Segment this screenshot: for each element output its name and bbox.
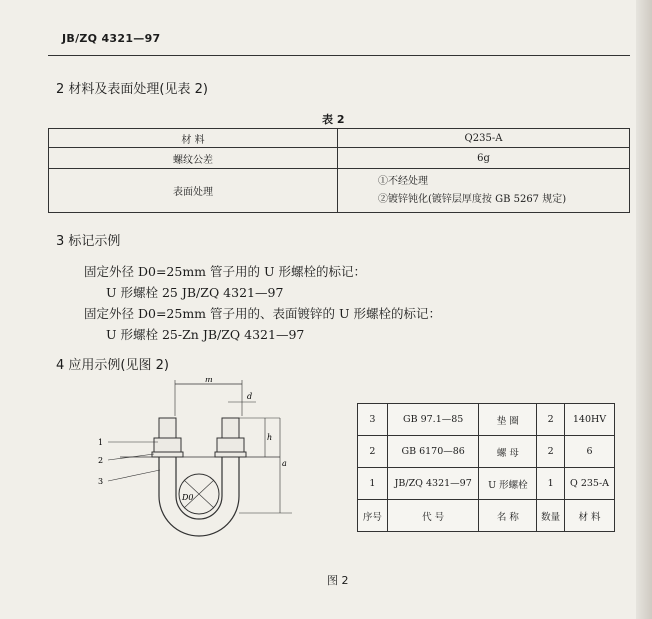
- table2-value-material: Q235-A: [338, 129, 630, 148]
- right-nut: [217, 438, 244, 452]
- label-d0: D0: [182, 493, 194, 502]
- section-2-title: 2 材料及表面处理(见表 2): [56, 82, 208, 97]
- section-3-title: 3 标记示例: [56, 234, 121, 249]
- table-2: [48, 128, 630, 213]
- left-nut: [154, 438, 181, 452]
- parts-list-table: [357, 403, 615, 532]
- part-material: Q 235-A: [565, 468, 615, 500]
- part-no: 2: [358, 436, 388, 468]
- table2-value-surface: [338, 169, 630, 213]
- label-d: d: [247, 392, 253, 401]
- label-3: 3: [98, 477, 104, 486]
- left-washer: [152, 452, 183, 457]
- standard-code-header: JB/ZQ 4321—97: [62, 32, 161, 45]
- parts-row: [358, 468, 615, 500]
- label-2: 2: [98, 456, 104, 465]
- part-material: 6: [565, 436, 615, 468]
- table2-label-thread: 螺纹公差: [49, 148, 338, 169]
- u-bolt-figure: [80, 378, 320, 558]
- part-material: 140HV: [565, 404, 615, 436]
- part-code: JB/ZQ 4321—97: [387, 468, 479, 500]
- header-material: 材 料: [565, 500, 615, 532]
- part-name: 垫 圈: [479, 404, 537, 436]
- section-4-title: 4 应用示例(见图 2): [56, 358, 169, 373]
- u-bolt-outer: [159, 457, 239, 536]
- label-m: m: [205, 378, 213, 384]
- table-2-caption: 表 2: [322, 113, 345, 126]
- label-h: h: [267, 433, 273, 442]
- figure-caption: 图 2: [327, 574, 349, 587]
- header-qty: 数量: [537, 500, 565, 532]
- part-name: U 形螺栓: [479, 468, 537, 500]
- leader-3: [108, 470, 160, 481]
- surface-option-1: ①不经处理: [378, 175, 428, 187]
- part-code: GB 6170—86: [387, 436, 479, 468]
- marking-line-3: 固定外径 D0=25mm 管子用的、表面镀锌的 U 形螺栓的标记：: [84, 306, 441, 321]
- u-bolt-inner: [176, 457, 222, 519]
- marking-line-4: U 形螺栓 25-Zn JB/ZQ 4321—97: [106, 327, 305, 342]
- part-code: GB 97.1—85: [387, 404, 479, 436]
- page-edge-shadow: [636, 0, 652, 619]
- part-qty: 2: [537, 436, 565, 468]
- parts-row: [358, 436, 615, 468]
- header-code: 代 号: [387, 500, 479, 532]
- table2-value-thread: 6g: [338, 148, 630, 169]
- label-1: 1: [98, 438, 104, 447]
- parts-header-row: [358, 500, 615, 532]
- marking-line-1: 固定外径 D0=25mm 管子用的 U 形螺栓的标记：: [84, 264, 366, 279]
- part-qty: 2: [537, 404, 565, 436]
- part-no: 1: [358, 468, 388, 500]
- parts-row: [358, 404, 615, 436]
- part-no: 3: [358, 404, 388, 436]
- table2-label-material: 材 料: [49, 129, 338, 148]
- marking-line-2: U 形螺栓 25 JB/ZQ 4321—97: [106, 285, 284, 300]
- surface-option-2: ②镀锌钝化(镀锌层厚度按 GB 5267 规定): [378, 193, 567, 205]
- header-no: 序号: [358, 500, 388, 532]
- header-name: 名 称: [479, 500, 537, 532]
- part-qty: 1: [537, 468, 565, 500]
- right-washer: [215, 452, 246, 457]
- header-rule: [48, 55, 630, 56]
- table2-label-surface: 表面处理: [49, 169, 338, 213]
- label-a: a: [282, 459, 287, 468]
- part-name: 螺 母: [479, 436, 537, 468]
